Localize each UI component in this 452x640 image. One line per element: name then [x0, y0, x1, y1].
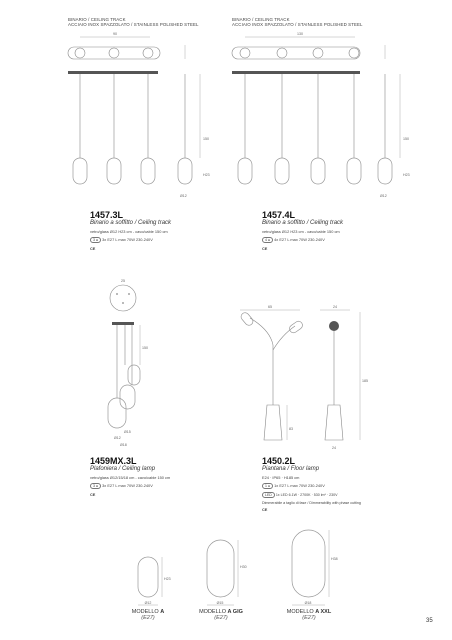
product-spec-text: 3x E27 L max 70W 230-240V	[102, 483, 153, 488]
model-a-prefix: MODELLO	[131, 609, 159, 615]
dim-rose: 25	[121, 279, 125, 283]
header-left-line1: BINARIO / CEILING TRACK	[68, 17, 126, 22]
product-led	[262, 492, 422, 498]
header-right-line2: ACCIAIO INOX SPAZZOLATO / STAINLESS POLISHED STEEL	[232, 22, 363, 28]
dim-d12: Ø12	[114, 436, 121, 440]
model-a-socket: (E27)	[141, 615, 155, 621]
track-3-plan	[68, 32, 185, 59]
dim-top-left-length: 90	[113, 32, 117, 36]
product-dimmer: Dimmerabile a taglio di fase / Dimmerability with phase cutting	[262, 501, 361, 505]
model-gig-prefix: MODELLO	[199, 609, 226, 615]
product-cert	[262, 246, 402, 251]
bulb-icon: 3 ●	[90, 483, 101, 489]
header-left-line2: ACCIAIO INOX SPAZZOLATO / STAINLESS POLISHED STEEL	[68, 22, 199, 28]
model-a-gig-drawing	[207, 540, 247, 605]
product-code: 1457.3L	[90, 210, 124, 220]
product-1457-4l	[262, 210, 402, 251]
product-subtitle: Piantana / Floor lamp	[262, 466, 320, 472]
dim-glass-h-right: H23	[403, 173, 410, 177]
dim-floor-base-w: 24	[332, 446, 336, 450]
dim-d15: Ø15	[124, 430, 131, 434]
model-xxl-socket: (E27)	[302, 615, 316, 621]
product-spec-text: 1x E27 L max 70W 230-240V	[274, 483, 325, 488]
dim-glass-d-left: Ø12	[180, 194, 187, 198]
model-a-diameter: Ø12	[144, 601, 152, 605]
product-1457-3l	[90, 210, 220, 251]
bulb-icon: 4 ●	[262, 237, 273, 243]
product-1459mx-3l	[90, 456, 230, 497]
product-led-text: 1x LED 6.1W · 2700K · 530 lm* · 230V	[275, 493, 338, 497]
product-spec	[262, 483, 422, 489]
dim-cable-right: 150	[403, 137, 409, 141]
dim-d18: Ø18	[120, 443, 127, 447]
model-gig-height: H30	[240, 565, 247, 569]
model-gig-letter: A GIG	[227, 609, 243, 615]
product-subtitle: Binario a soffitto / Ceiling track	[262, 220, 344, 226]
product-spec	[90, 237, 220, 243]
dim-glass-h-left: H23	[203, 173, 210, 177]
product-material: vetro/glass Ø12/15/18 cm - cavo/cable 150 cm	[90, 475, 171, 480]
product-code: 1457.4L	[262, 210, 296, 220]
product-subtitle: Plafoniera / Ceiling lamp	[90, 466, 156, 472]
dim-floor-base-h: 83	[289, 427, 293, 431]
product-1450-2l	[262, 456, 422, 512]
floor-lamp-drawing	[239, 305, 368, 450]
track-4-elevation	[232, 71, 410, 198]
dim-glass-d-right: Ø12	[380, 194, 387, 198]
model-gig-diameter: Ø15	[216, 601, 224, 605]
model-a-letter: A	[160, 609, 165, 615]
model-xxl-prefix: MODELLO	[286, 609, 314, 615]
product-material: vetro/glass Ø12 H23 cm - cavo/cable 150 cm	[90, 229, 168, 234]
product-spec-text: 3x E27 L max 70W 230-240V	[102, 237, 153, 242]
model-a-height: H23	[164, 577, 171, 581]
bulb-icon: 1 ●	[262, 483, 273, 489]
product-code: 1450.2L	[262, 456, 296, 466]
model-gig-socket: (E27)	[214, 615, 228, 621]
track-3-elevation	[68, 71, 210, 198]
ce-mark: CE	[90, 246, 96, 251]
dim-cable-left: 150	[203, 137, 209, 141]
model-a-drawing	[138, 557, 171, 605]
model-a-gig-caption	[190, 609, 252, 621]
model-a-xxl-caption	[278, 609, 340, 621]
ceiling-lamp-drawing	[108, 279, 148, 447]
product-spec	[262, 237, 402, 243]
led-icon: LED	[262, 492, 275, 498]
model-a-xxl-drawing	[292, 530, 338, 605]
product-cert	[262, 507, 422, 512]
model-xxl-height: H38	[331, 557, 338, 561]
header-right-line1: BINARIO / CEILING TRACK	[232, 17, 290, 22]
product-spec	[90, 483, 230, 489]
header-right	[232, 17, 363, 28]
track-4-plan	[232, 32, 385, 59]
product-material: vetro/glass Ø12 H23 cm - cavo/cable 150 cm	[262, 229, 340, 234]
model-xxl-diameter: Ø18	[304, 601, 312, 605]
ce-mark: CE	[262, 507, 268, 512]
ce-mark: CE	[90, 492, 96, 497]
product-spec-text: 4x E27 L max 70W 230-240V	[274, 237, 325, 242]
dim-floor-span: 65	[268, 305, 272, 309]
page-number: 35	[426, 618, 433, 624]
dim-top-right-length: 130	[297, 32, 303, 36]
model-a-caption	[118, 609, 178, 621]
product-subtitle: Binario a soffitto / Ceiling track	[90, 220, 172, 226]
product-material: E24 · IP65 · H185 cm	[262, 475, 300, 480]
bulb-icon: 3 ●	[90, 237, 101, 243]
dim-ceiling-cable: 150	[142, 346, 148, 350]
dim-floor-width: 24	[333, 305, 337, 309]
dim-floor-height: 185	[362, 379, 368, 383]
product-cert	[90, 246, 220, 251]
ce-mark: CE	[262, 246, 268, 251]
product-cert	[90, 492, 230, 497]
model-xxl-letter: A XXL	[315, 609, 332, 615]
product-code: 1459MX.3L	[90, 456, 137, 466]
